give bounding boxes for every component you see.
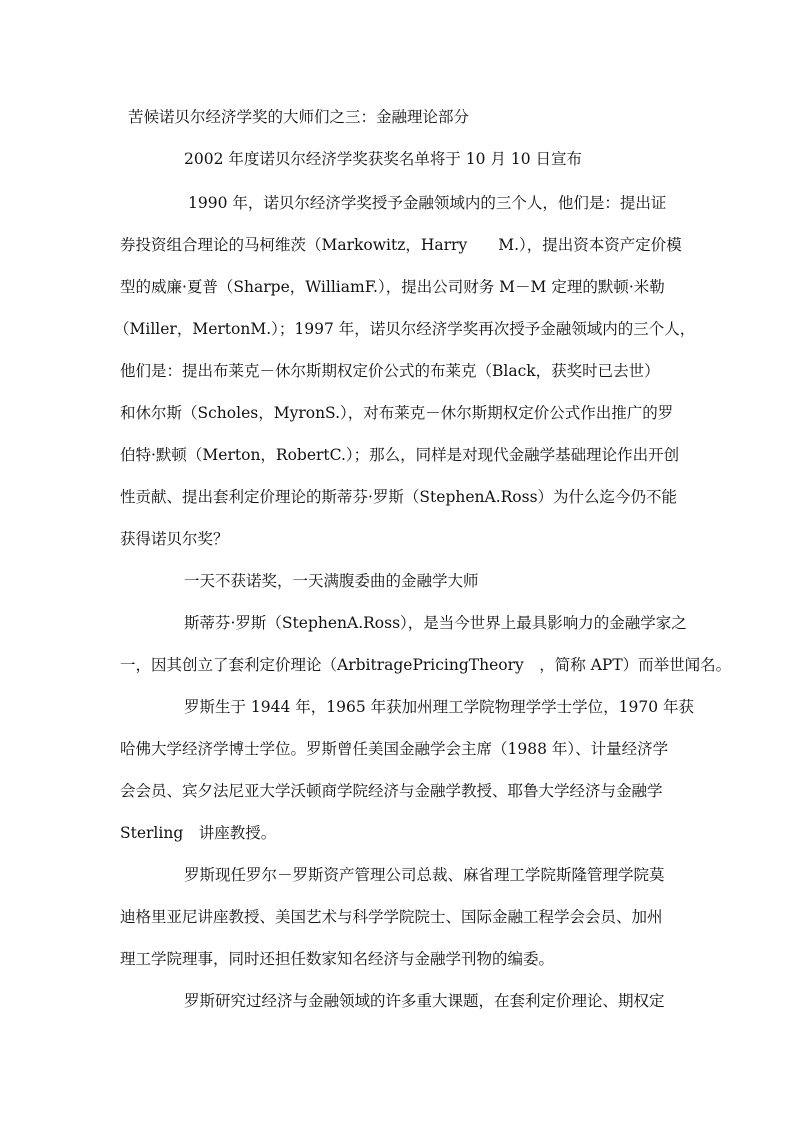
paragraph-line: 会会员、宾夕法尼亚大学沃顿商学院经济与金融学教授、耶鲁大学经济与金融学 — [120, 782, 663, 800]
paragraph-line: （Miller，MertonM.）；1997 年，诺贝尔经济学奖再次授予金融领域内的三个人， — [114, 320, 696, 338]
document-title: 苦候诺贝尔经济学奖的大师们之三：金融理论部分 — [128, 108, 470, 126]
document-subtitle: 2002 年度诺贝尔经济学奖获奖名单将于 10 月 10 日宣布 — [184, 150, 583, 168]
paragraph-line: 罗斯生于 1944 年，1965 年获加州理工学院物理学学士学位，1970 年获 — [184, 698, 695, 716]
paragraph-line: 和休尔斯（Scholes，MyronS.），对布莱克－休尔斯期权定价公式作出推广的罗 — [120, 404, 674, 422]
paragraph-line: 迪格里亚尼讲座教授、美国艺术与科学学院院士、国际金融工程学会会员、加州 — [120, 908, 663, 926]
paragraph-line: 罗斯研究过经济与金融领域的许多重大课题，在套利定价理论、期权定 — [184, 992, 665, 1010]
paragraph-line: 哈佛大学经济学博士学位。罗斯曾任美国金融学会主席（1988 年）、计量经济学 — [120, 740, 669, 758]
paragraph-line: 1990 年，诺贝尔经济学奖授予金融领域内的三个人，他们是：提出证 — [188, 194, 667, 212]
paragraph-line: 斯蒂芬·罗斯（StephenA.Ross），是当今世界上最具影响力的金融学家之 — [184, 614, 687, 632]
paragraph-line: 罗斯现任罗尔－罗斯资产管理公司总裁、麻省理工学院斯隆管理学院莫 — [184, 866, 665, 884]
paragraph-line: 性贡献、提出套利定价理论的斯蒂芬·罗斯（StephenA.Ross）为什么迄今仍不能 — [120, 488, 678, 506]
paragraph-line: 券投资组合理论的马柯维茨（Markowitz，Harry M.），提出资本资产定价模 — [120, 236, 682, 254]
section-heading: 一天不获诺奖，一天满腹委曲的金融学大师 — [184, 572, 479, 590]
paragraph-line: 他们是：提出布莱克－休尔斯期权定价公式的布莱克（Black，获奖时已去世） — [120, 362, 660, 380]
paragraph-line: 获得诺贝尔奖？ — [120, 530, 229, 548]
paragraph-line: 伯特·默顿（Merton，RobertC.）；那么，同样是对现代金融学基础理论作出开创 — [120, 446, 680, 464]
paragraph-line: 型的威廉·夏普（Sharpe，WilliamF.），提出公司财务 M－M 定理的默顿·米勒 — [120, 278, 665, 296]
paragraph-line: 一，因其创立了套利定价理论（ArbitragePricingTheory ，简称 APT）而举世闻名。 — [120, 656, 732, 674]
paragraph-line: 理工学院理事，同时还担任数家知名经济与金融学刊物的编委。 — [120, 950, 555, 968]
paragraph-line: Sterling 讲座教授。 — [120, 824, 277, 842]
